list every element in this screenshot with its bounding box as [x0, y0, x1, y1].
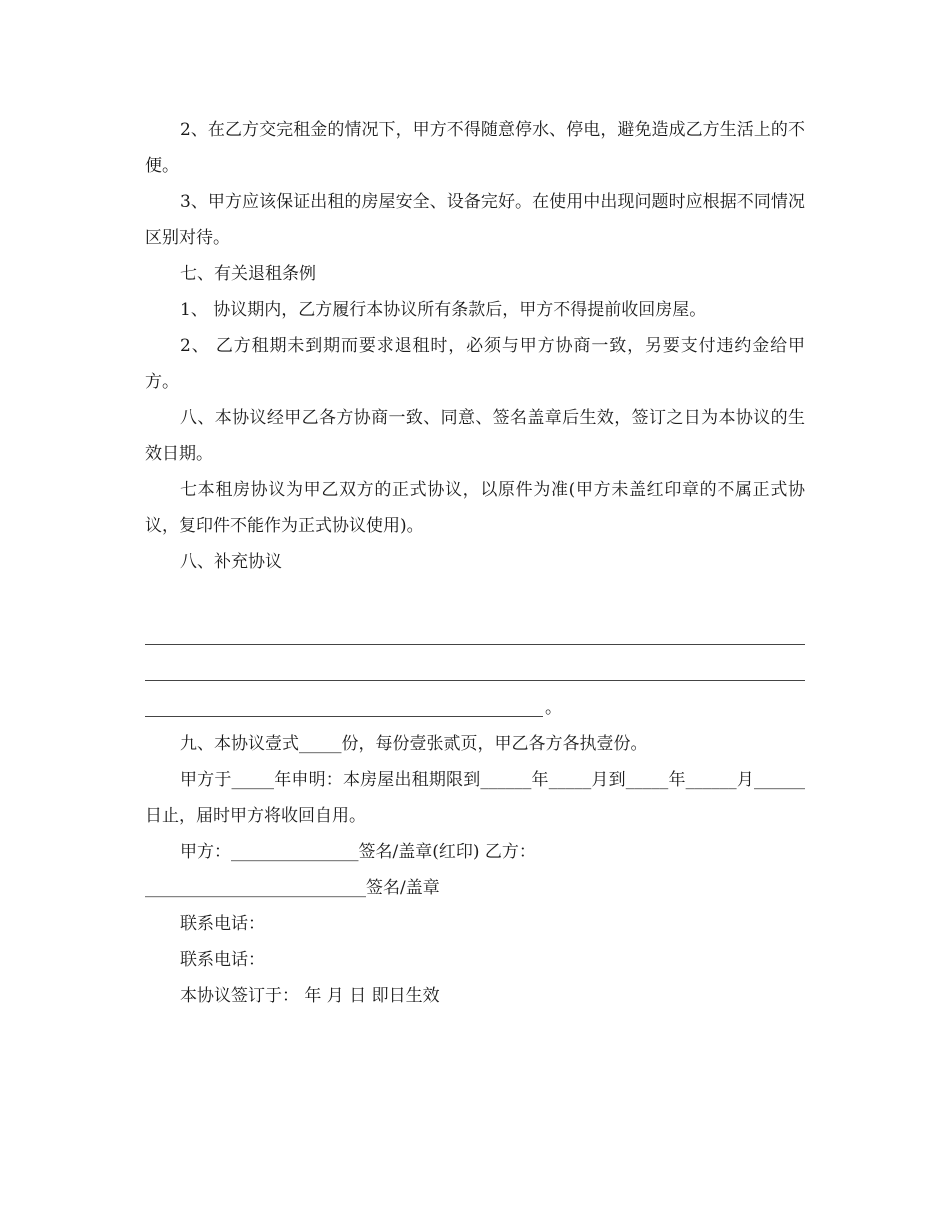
- paragraph-official-agreement: 七本租房协议为甲乙双方的正式协议，以原件为准(甲方未盖红印章的不属正式协议，复印件不能作为正式协议使用)。: [145, 480, 805, 536]
- supplement-line-last: [145, 690, 805, 726]
- contact-phone-a: 联系电话：: [180, 914, 265, 934]
- section-heading-supplement: 八、补充协议: [180, 552, 282, 572]
- contract-page: [145, 112, 805, 1014]
- paragraph-lease-term: 甲方于_____年申明：本房屋出租期限到______年_____月到_____年______月______日止，届时甲方将收回自用。: [145, 770, 805, 826]
- signature-party-a: 甲方：_______________签名/盖章(红印) 乙方：: [180, 842, 536, 862]
- paragraph-copies: 九、本协议壹式_____份，每份壹张贰页，甲乙各方各执壹份。: [180, 734, 648, 754]
- supplement-line: [145, 654, 805, 690]
- paragraph-house-safety: 3、甲方应该保证出租的房屋安全、设备完好。在使用中出现问题时应根据不同情况区别对待。: [145, 192, 805, 248]
- signature-party-b: __________________________签名/盖章: [145, 878, 440, 898]
- supplement-blank-lines: [145, 618, 805, 726]
- paragraph-no-early-recall: 1、 协议期内，乙方履行本协议所有条款后，甲方不得提前收回房屋。: [180, 300, 707, 320]
- paragraph-water-power: 2、在乙方交完租金的情况下，甲方不得随意停水、停电，避免造成乙方生活上的不便。: [145, 120, 805, 176]
- paragraph-effective-date: 八、本协议经甲乙各方协商一致、同意、签名盖章后生效，签订之日为本协议的生效日期。: [145, 408, 805, 464]
- paragraph-early-termination: 2、 乙方租期未到期而要求退租时，必须与甲方协商一致，另要支付违约金给甲方。: [145, 336, 805, 392]
- section-heading-termination: 七、有关退租条例: [180, 264, 316, 284]
- supplement-end-mark: 。: [545, 698, 562, 718]
- contact-phone-b: 联系电话：: [180, 950, 265, 970]
- signing-date: 本协议签订于： 年 月 日 即日生效: [180, 986, 440, 1006]
- supplement-line: [145, 618, 805, 654]
